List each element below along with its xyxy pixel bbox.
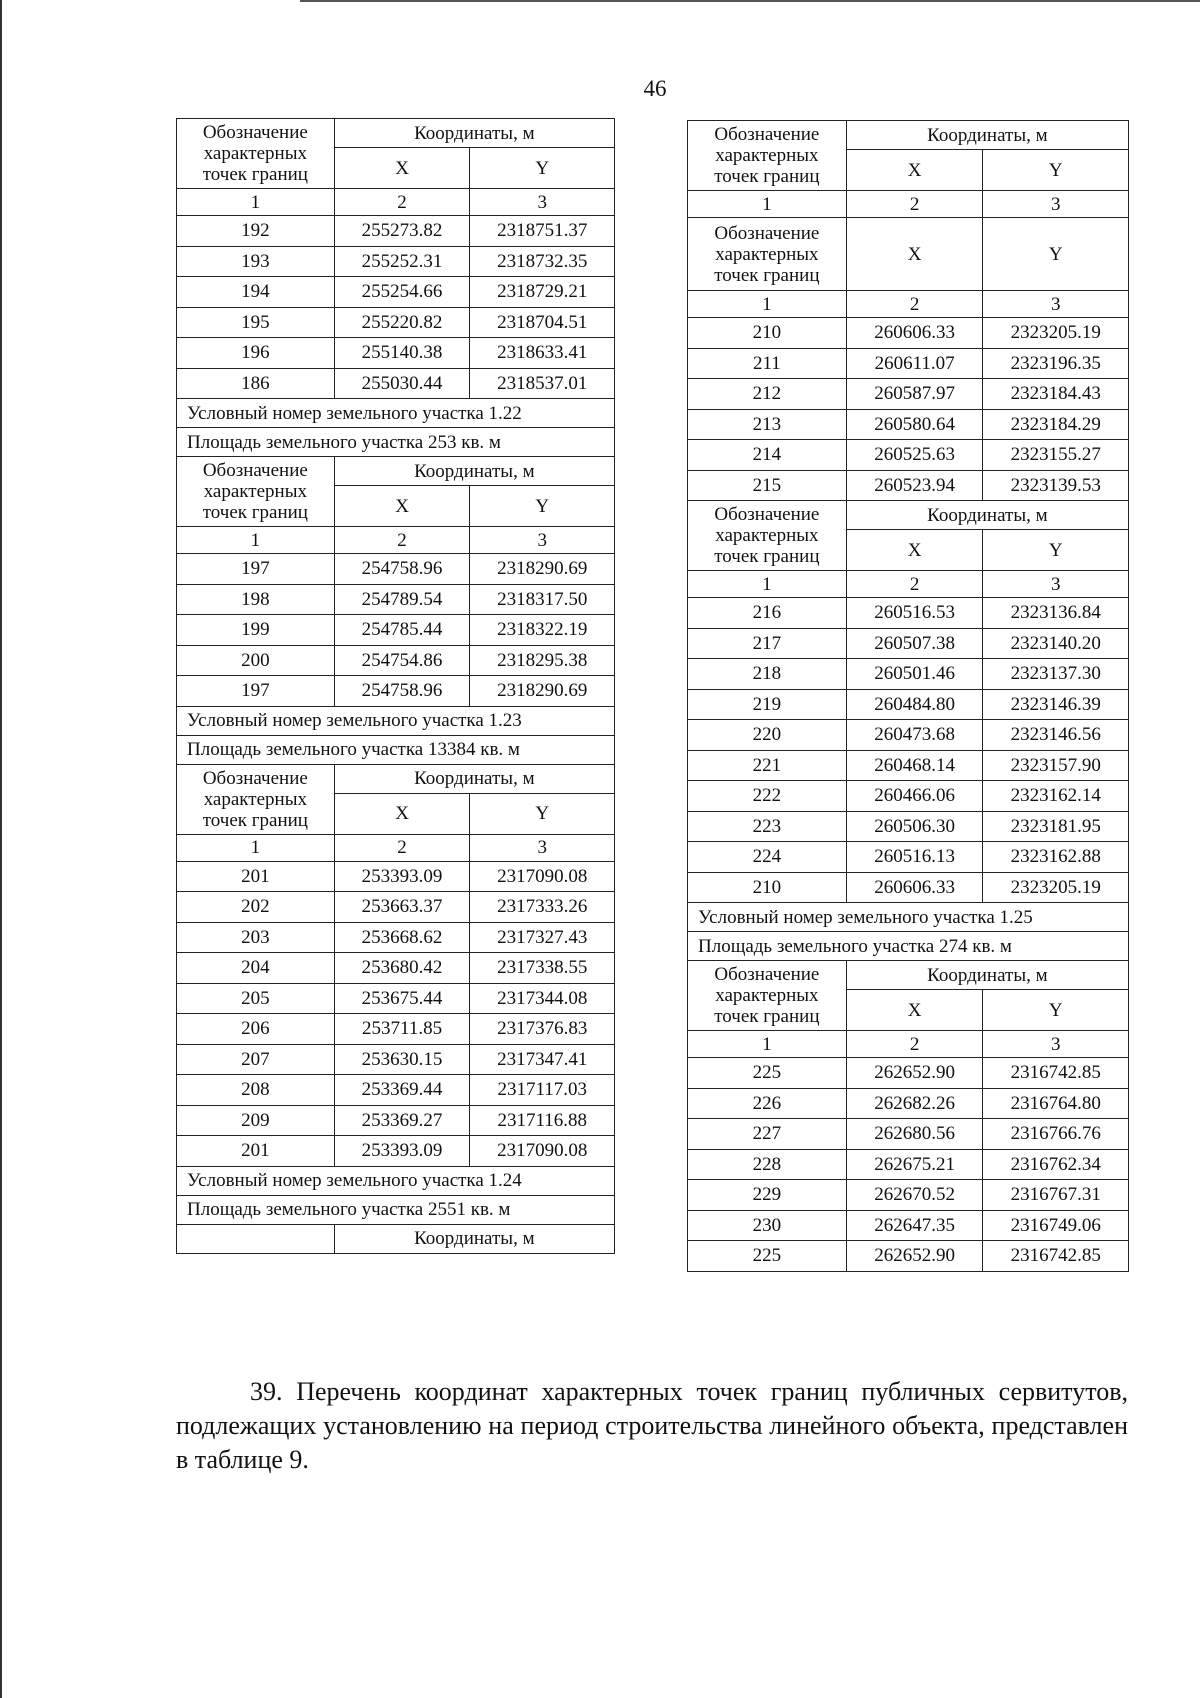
table-header-xy-repeat-row: [688, 218, 1129, 291]
point-number: 221: [688, 750, 847, 781]
x-header: X: [846, 530, 983, 571]
parcel-info: Условный номер земельного участка 1.23: [177, 706, 615, 735]
y-coordinate: 2318704.51: [470, 307, 615, 338]
parcel-info: Площадь земельного участка 274 кв. м: [688, 932, 1129, 961]
x-coordinate: 262682.26: [846, 1088, 983, 1119]
x-coordinate: 260580.64: [846, 409, 983, 440]
point-number: 219: [688, 689, 847, 720]
y-coordinate: 2316742.85: [983, 1058, 1129, 1089]
y-coordinate: 2317344.08: [470, 983, 615, 1014]
point-number: 186: [177, 368, 335, 399]
y-header: Y: [983, 218, 1129, 291]
parcel-info-row: [177, 735, 615, 764]
x-coordinate: 255140.38: [334, 338, 470, 369]
paragraph-39: 39. Перечень координат характерных точек границ публичных сервитутов, подлежащих установлению на период строительства линейного объекта, представлен в таблице 9.: [176, 1377, 1128, 1474]
y-header: Y: [983, 990, 1129, 1031]
coordinates-table-right: [687, 120, 1129, 1272]
point-number: 192: [177, 216, 335, 247]
scan-edge-top: [300, 0, 1200, 2]
y-header: Y: [470, 148, 615, 189]
y-coordinate: 2318290.69: [470, 676, 615, 707]
table-row: [688, 750, 1129, 781]
y-coordinate: 2323162.14: [983, 781, 1129, 812]
x-coordinate: 255220.82: [334, 307, 470, 338]
parcel-info-row: [177, 399, 615, 428]
x-coordinate: 260516.13: [846, 842, 983, 873]
y-coordinate: 2317090.08: [470, 1136, 615, 1167]
x-coordinate: 253663.37: [334, 892, 470, 923]
y-coordinate: 2318322.19: [470, 615, 615, 646]
x-coordinate: 254789.54: [334, 584, 470, 615]
y-coordinate: 2323196.35: [983, 348, 1129, 379]
point-number: 197: [177, 554, 335, 585]
parcel-info: Условный номер земельного участка 1.25: [688, 903, 1129, 932]
y-coordinate: 2316766.76: [983, 1119, 1129, 1150]
x-coordinate: 255252.31: [334, 246, 470, 277]
x-coordinate: 260611.07: [846, 348, 983, 379]
x-coordinate: 260507.38: [846, 628, 983, 659]
table-row: [688, 842, 1129, 873]
column-number-1: 1: [177, 834, 335, 861]
table-row: [177, 368, 615, 399]
table-header-row: [688, 121, 1129, 150]
x-coordinate: 260466.06: [846, 781, 983, 812]
column-number-1: 1: [688, 291, 847, 318]
point-number: 214: [688, 440, 847, 471]
coordinates-header: Координаты, м: [334, 764, 614, 793]
parcel-info: Площадь земельного участка 253 кв. м: [177, 428, 615, 457]
y-coordinate: 2316749.06: [983, 1210, 1129, 1241]
y-coordinate: 2323155.27: [983, 440, 1129, 471]
y-coordinate: 2323205.19: [983, 872, 1129, 903]
y-coordinate: 2318633.41: [470, 338, 615, 369]
parcel-info-row: [177, 1166, 615, 1195]
column-number-3: 3: [983, 1031, 1129, 1058]
point-number: 220: [688, 720, 847, 751]
column-number-row: [688, 1031, 1129, 1058]
point-number: 197: [177, 676, 335, 707]
x-coordinate: 260606.33: [846, 872, 983, 903]
table-header-row: [688, 961, 1129, 990]
point-number: 195: [177, 307, 335, 338]
table-row: [177, 922, 615, 953]
x-header: X: [334, 793, 470, 834]
y-coordinate: 2318732.35: [470, 246, 615, 277]
table-row: [177, 645, 615, 676]
x-coordinate: 255030.44: [334, 368, 470, 399]
designation-header: Обозначение характерных точек границ: [177, 457, 335, 527]
parcel-info-row: [177, 1195, 615, 1224]
point-number: 194: [177, 277, 335, 308]
point-number: 204: [177, 953, 335, 984]
y-coordinate: 2323139.53: [983, 470, 1129, 501]
y-coordinate: 2318751.37: [470, 216, 615, 247]
table-row: [177, 1075, 615, 1106]
x-coordinate: 253630.15: [334, 1044, 470, 1075]
table-row: [177, 983, 615, 1014]
column-number-1: 1: [688, 571, 847, 598]
point-number: 212: [688, 379, 847, 410]
table-row: [177, 1044, 615, 1075]
coordinates-header: Координаты, м: [846, 121, 1128, 150]
x-coordinate: 254758.96: [334, 554, 470, 585]
x-header: X: [334, 148, 470, 189]
point-number: 215: [688, 470, 847, 501]
designation-header: Обозначение характерных точек границ: [688, 961, 847, 1031]
column-number-row: [177, 527, 615, 554]
table-header-row: [177, 457, 615, 486]
x-coordinate: 254785.44: [334, 615, 470, 646]
point-number: 230: [688, 1210, 847, 1241]
point-number: 201: [177, 861, 335, 892]
column-number-3: 3: [983, 191, 1129, 218]
y-coordinate: 2323140.20: [983, 628, 1129, 659]
point-number: 205: [177, 983, 335, 1014]
y-coordinate: 2316762.34: [983, 1149, 1129, 1180]
table-row: [688, 872, 1129, 903]
x-coordinate: 254758.96: [334, 676, 470, 707]
column-number-row: [177, 189, 615, 216]
x-coordinate: 255254.66: [334, 277, 470, 308]
point-number: 222: [688, 781, 847, 812]
y-coordinate: 2323184.29: [983, 409, 1129, 440]
x-coordinate: 260501.46: [846, 659, 983, 690]
point-number: 224: [688, 842, 847, 873]
coordinates-header: Координаты, м: [846, 501, 1128, 530]
table-row: [177, 1136, 615, 1167]
x-coordinate: 253393.09: [334, 861, 470, 892]
y-header: Y: [983, 530, 1129, 571]
table-row: [688, 781, 1129, 812]
y-coordinate: 2323184.43: [983, 379, 1129, 410]
y-coordinate: 2317333.26: [470, 892, 615, 923]
table-row: [177, 246, 615, 277]
point-number: 228: [688, 1149, 847, 1180]
y-coordinate: 2317090.08: [470, 861, 615, 892]
coordinates-table-left: [176, 118, 615, 1254]
designation-header: Обозначение характерных точек границ: [688, 121, 847, 191]
point-number: 201: [177, 1136, 335, 1167]
y-coordinate: 2318295.38: [470, 645, 615, 676]
point-number: 213: [688, 409, 847, 440]
x-coordinate: 262675.21: [846, 1149, 983, 1180]
x-coordinate: 262680.56: [846, 1119, 983, 1150]
y-coordinate: 2323205.19: [983, 318, 1129, 349]
x-coordinate: 262670.52: [846, 1180, 983, 1211]
column-number-2: 2: [334, 834, 470, 861]
table-header-row: [688, 501, 1129, 530]
parcel-info-row: [177, 706, 615, 735]
x-header: X: [846, 990, 983, 1031]
table-row: [688, 659, 1129, 690]
page-number: 46: [643, 76, 667, 101]
x-coordinate: 260587.97: [846, 379, 983, 410]
table-row: [688, 1149, 1129, 1180]
point-number: 227: [688, 1119, 847, 1150]
column-number-row: [177, 834, 615, 861]
y-coordinate: 2316767.31: [983, 1180, 1129, 1211]
column-number-2: 2: [846, 1031, 983, 1058]
column-number-row: [688, 191, 1129, 218]
point-number: 216: [688, 598, 847, 629]
table-row: [177, 338, 615, 369]
table-row: [688, 348, 1129, 379]
point-number: 200: [177, 645, 335, 676]
y-coordinate: 2323157.90: [983, 750, 1129, 781]
y-coordinate: 2318537.01: [470, 368, 615, 399]
point-number: 225: [688, 1241, 847, 1272]
parcel-info: Площадь земельного участка 13384 кв. м: [177, 735, 615, 764]
table-row: [688, 720, 1129, 751]
y-header: Y: [470, 793, 615, 834]
y-coordinate: 2323136.84: [983, 598, 1129, 629]
y-coordinate: 2317347.41: [470, 1044, 615, 1075]
x-coordinate: 262652.90: [846, 1058, 983, 1089]
x-header: X: [334, 486, 470, 527]
point-number: 207: [177, 1044, 335, 1075]
point-number: 198: [177, 584, 335, 615]
column-number-1: 1: [177, 527, 335, 554]
table-row: [688, 1088, 1129, 1119]
column-number-3: 3: [470, 527, 615, 554]
x-coordinate: 253711.85: [334, 1014, 470, 1045]
x-coordinate: 260606.33: [846, 318, 983, 349]
parcel-info-row: [177, 428, 615, 457]
y-header: Y: [470, 486, 615, 527]
coordinates-header: Координаты, м: [334, 457, 614, 486]
table-row: [688, 628, 1129, 659]
table-header-row-partial: [177, 1224, 615, 1253]
point-number: 210: [688, 318, 847, 349]
point-number: 225: [688, 1058, 847, 1089]
table-row: [177, 1014, 615, 1045]
parcel-info-row: [688, 903, 1129, 932]
column-number-2: 2: [846, 191, 983, 218]
table-row: [688, 689, 1129, 720]
x-coordinate: 262652.90: [846, 1241, 983, 1272]
x-coordinate: 262647.35: [846, 1210, 983, 1241]
coordinates-header: Координаты, м: [846, 961, 1128, 990]
table-row: [177, 554, 615, 585]
y-coordinate: 2323146.39: [983, 689, 1129, 720]
column-number-1: 1: [688, 191, 847, 218]
table-row: [688, 470, 1129, 501]
designation-header: Обозначение характерных точек границ: [177, 119, 335, 189]
y-coordinate: 2317117.03: [470, 1075, 615, 1106]
table-row: [688, 1180, 1129, 1211]
designation-header: Обозначение характерных точек границ: [177, 764, 335, 834]
x-coordinate: 253369.27: [334, 1105, 470, 1136]
x-coordinate: 254754.86: [334, 645, 470, 676]
table-row: [688, 1119, 1129, 1150]
table-row: [688, 409, 1129, 440]
table-row: [688, 440, 1129, 471]
y-coordinate: 2317327.43: [470, 922, 615, 953]
point-number: 211: [688, 348, 847, 379]
point-number: 217: [688, 628, 847, 659]
x-coordinate: 253393.09: [334, 1136, 470, 1167]
x-coordinate: 253675.44: [334, 983, 470, 1014]
x-coordinate: 253680.42: [334, 953, 470, 984]
point-number: 199: [177, 615, 335, 646]
table-row: [177, 277, 615, 308]
table-row: [688, 318, 1129, 349]
column-number-3: 3: [470, 189, 615, 216]
parcel-info-row: [688, 932, 1129, 961]
x-coordinate: 260473.68: [846, 720, 983, 751]
parcel-info: Условный номер земельного участка 1.24: [177, 1166, 615, 1195]
point-number: 202: [177, 892, 335, 923]
x-coordinate: 255273.82: [334, 216, 470, 247]
table-row: [688, 598, 1129, 629]
x-coordinate: 260525.63: [846, 440, 983, 471]
x-coordinate: 260506.30: [846, 811, 983, 842]
point-number: 193: [177, 246, 335, 277]
parcel-info: Площадь земельного участка 2551 кв. м: [177, 1195, 615, 1224]
y-coordinate: 2323181.95: [983, 811, 1129, 842]
column-number-row: [688, 291, 1129, 318]
y-coordinate: 2317376.83: [470, 1014, 615, 1045]
point-number: 223: [688, 811, 847, 842]
y-coordinate: 2316764.80: [983, 1088, 1129, 1119]
table-row: [688, 1210, 1129, 1241]
point-number: 209: [177, 1105, 335, 1136]
x-coordinate: 260523.94: [846, 470, 983, 501]
coordinates-header: Координаты, м: [334, 1224, 614, 1253]
y-coordinate: 2323137.30: [983, 659, 1129, 690]
designation-header: Обозначение характерных точек границ: [688, 218, 847, 291]
x-coordinate: 253369.44: [334, 1075, 470, 1106]
table-row: [177, 307, 615, 338]
table-row: [177, 1105, 615, 1136]
designation-header: Обозначение характерных точек границ: [688, 501, 847, 571]
table-row: [688, 1058, 1129, 1089]
table-row: [177, 861, 615, 892]
point-number: 208: [177, 1075, 335, 1106]
point-number: 206: [177, 1014, 335, 1045]
column-number-2: 2: [846, 291, 983, 318]
column-number-3: 3: [470, 834, 615, 861]
y-coordinate: 2317116.88: [470, 1105, 615, 1136]
parcel-info: Условный номер земельного участка 1.22: [177, 399, 615, 428]
point-number: 203: [177, 922, 335, 953]
y-coordinate: 2323146.56: [983, 720, 1129, 751]
point-number: 196: [177, 338, 335, 369]
table-row: [177, 953, 615, 984]
y-coordinate: 2323162.88: [983, 842, 1129, 873]
point-number: 229: [688, 1180, 847, 1211]
table-row: [177, 216, 615, 247]
point-number: 218: [688, 659, 847, 690]
y-coordinate: 2316742.85: [983, 1241, 1129, 1272]
x-coordinate: 253668.62: [334, 922, 470, 953]
column-number-3: 3: [983, 571, 1129, 598]
scan-edge-left: [0, 0, 2, 1698]
table-row: [688, 379, 1129, 410]
column-number-1: 1: [688, 1031, 847, 1058]
point-number: 210: [688, 872, 847, 903]
table-row: [177, 615, 615, 646]
y-header: Y: [983, 150, 1129, 191]
table-row: [177, 676, 615, 707]
y-coordinate: 2318290.69: [470, 554, 615, 585]
table-row: [688, 811, 1129, 842]
column-number-2: 2: [334, 527, 470, 554]
table-row: [688, 1241, 1129, 1272]
column-number-2: 2: [846, 571, 983, 598]
column-number-2: 2: [334, 189, 470, 216]
x-coordinate: 260468.14: [846, 750, 983, 781]
x-coordinate: 260516.53: [846, 598, 983, 629]
point-number: 226: [688, 1088, 847, 1119]
table-row: [177, 892, 615, 923]
column-number-row: [688, 571, 1129, 598]
column-number-3: 3: [983, 291, 1129, 318]
table-row: [177, 584, 615, 615]
table-header-row: [177, 764, 615, 793]
x-header: X: [846, 218, 983, 291]
designation-header-empty: [177, 1224, 335, 1253]
y-coordinate: 2318729.21: [470, 277, 615, 308]
x-header: X: [846, 150, 983, 191]
column-number-1: 1: [177, 189, 335, 216]
table-header-row: [177, 119, 615, 148]
coordinates-header: Координаты, м: [334, 119, 614, 148]
y-coordinate: 2318317.50: [470, 584, 615, 615]
y-coordinate: 2317338.55: [470, 953, 615, 984]
x-coordinate: 260484.80: [846, 689, 983, 720]
